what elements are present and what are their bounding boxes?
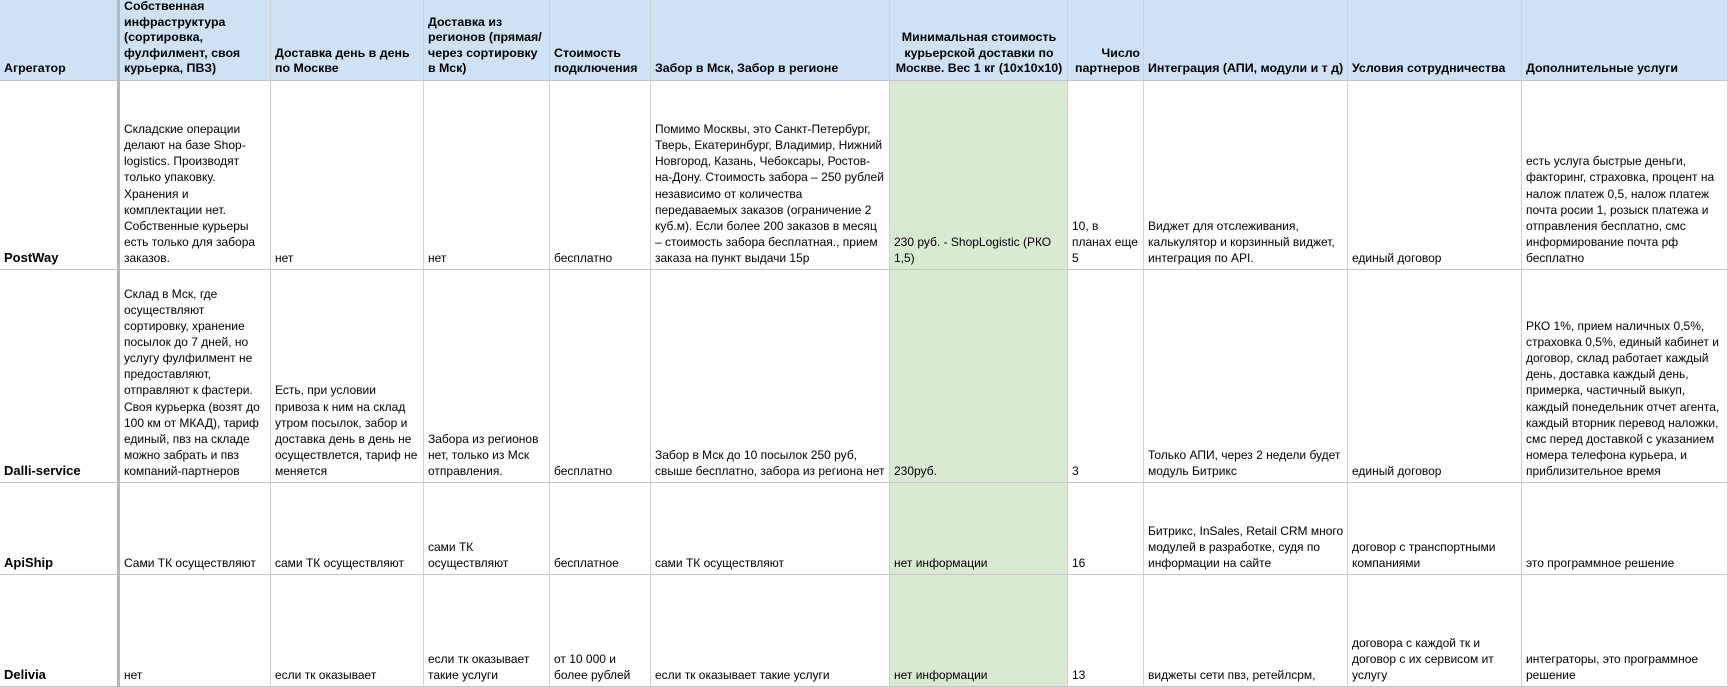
terms-cell[interactable]: единый договор xyxy=(1348,270,1522,483)
header-cell-infrastructure[interactable]: Собственная инфраструктура (сортировка, фулфилмент, своя курьерка, ПВЗ) xyxy=(120,0,271,81)
header-cell-connection-cost[interactable]: Стоимость подключения xyxy=(550,0,651,81)
connection-cost-cell[interactable]: бесплатно xyxy=(550,270,651,483)
extra-services-cell[interactable]: это программное решение xyxy=(1522,483,1728,575)
header-cell-extra-services[interactable]: Дополнительные услуги xyxy=(1522,0,1728,81)
aggregator-cell[interactable]: Dalli-service xyxy=(0,270,118,483)
same-day-cell[interactable]: нет xyxy=(271,81,424,270)
connection-cost-cell[interactable]: бесплатное xyxy=(550,483,651,575)
min-cost-cell[interactable]: 230 руб. - ShopLogistic (РКО 1,5) xyxy=(890,81,1068,270)
infrastructure-cell[interactable]: нет xyxy=(120,575,271,687)
infrastructure-cell[interactable]: Склад в Мск, где осуществляют сортировку, хранение посылок до 7 дней, но услугу фулфилмент не предоставляют, отправляют к фастери. Своя курьерка (возят до 100 км от МКАД), тариф единый, пвз на складе можно забрать и пвз компаний-партнеров xyxy=(120,270,271,483)
pickup-cell[interactable]: сами ТК осуществляют xyxy=(651,483,890,575)
header-cell-min-cost[interactable]: Минимальная стоимость курьерской доставки по Москве. Вес 1 кг (10х10х10) xyxy=(890,0,1068,81)
partners-cell[interactable]: 13 xyxy=(1068,575,1144,687)
pickup-cell[interactable]: Помимо Москвы, это Санкт-Петербург, Тверь, Екатеринбург, Владимир, Нижний Новгород, Казань, Чебоксары, Ростов-на-Дону. Стоимость забора – 250 рублей независимо от количества передаваемых заказов (ограничение 2 куб.м). Если более 200 заказов в месяц – стоимость забора бесплатная., прием заказа на пункт выдачи 15р xyxy=(651,81,890,270)
connection-cost-cell[interactable]: бесплатно xyxy=(550,81,651,270)
partners-cell[interactable]: 10, в планах еще 5 xyxy=(1068,81,1144,270)
header-cell-pickup[interactable]: Забор в Мск, Забор в регионе xyxy=(651,0,890,81)
aggregator-cell[interactable]: ApiShip xyxy=(0,483,118,575)
table-row xyxy=(0,270,1728,483)
header-cell-integration[interactable]: Интеграция (АПИ, модули и т д) xyxy=(1144,0,1348,81)
aggregator-cell[interactable]: Delivia xyxy=(0,575,118,687)
table-row xyxy=(0,81,1728,270)
integration-cell[interactable]: Битрикс, InSales, Retail CRM много модулей в разработке, судя по информации на сайте xyxy=(1144,483,1348,575)
min-cost-cell[interactable]: 230руб. xyxy=(890,270,1068,483)
same-day-cell[interactable]: Есть, при условии привоза к ним на склад утром посылок, забор и доставка день в день не осуществлется, тариф не меняется xyxy=(271,270,424,483)
infrastructure-cell[interactable]: Складские операции делают на базе Shop-logistics. Производят только упаковку. Хранения и комплектации нет. Собственные курьеры есть только для забора заказов. xyxy=(120,81,271,270)
min-cost-cell[interactable]: нет информации xyxy=(890,483,1068,575)
integration-cell[interactable]: Виджет для отслеживания, калькулятор и корзинный виджет, интеграция по API. xyxy=(1144,81,1348,270)
table-row xyxy=(0,575,1728,687)
terms-cell[interactable]: единый договор xyxy=(1348,81,1522,270)
header-cell-regions[interactable]: Доставка из регионов (прямая/через сортировку в Мск) xyxy=(424,0,550,81)
table-row xyxy=(0,483,1728,575)
partners-cell[interactable]: 16 xyxy=(1068,483,1144,575)
header-row xyxy=(0,0,1728,81)
same-day-cell[interactable]: если тк оказывает xyxy=(271,575,424,687)
regions-cell[interactable]: сами ТК осуществляют xyxy=(424,483,550,575)
infrastructure-cell[interactable]: Сами ТК осуществляют xyxy=(120,483,271,575)
partners-cell[interactable]: 3 xyxy=(1068,270,1144,483)
regions-cell[interactable]: Забора из регионов нет, только из Мск отправления. xyxy=(424,270,550,483)
pickup-cell[interactable]: Забор в Мск до 10 посылок 250 руб, свыше бесплатно, забора из региона нет xyxy=(651,270,890,483)
extra-services-cell[interactable]: РКО 1%, прием наличных 0,5%, страховка 0,5%, единый кабинет и договор, склад работает каждый день, доставка каждый день, примерка, частичный выкуп, каждый понедельник отчет агента, каждый вторник перевод наложки, смс перед доставкой с указанием номера телефона курьера, и приблизительное время xyxy=(1522,270,1728,483)
terms-cell[interactable]: договора с каждой тк и договор с их сервисом ит услугу xyxy=(1348,575,1522,687)
same-day-cell[interactable]: сами ТК осуществляют xyxy=(271,483,424,575)
integration-cell[interactable]: Только АПИ, через 2 недели будет модуль Битрикс xyxy=(1144,270,1348,483)
integration-cell[interactable]: виджеты сети пвз, ретейлсрм, xyxy=(1144,575,1348,687)
extra-services-cell[interactable]: есть услуга быстрые деньги, факторинг, страховка, процент на налож платеж 0,5, налож платеж почта росии 1, розыск платежа и отправления бесплатно, смс информирование почта рф бесплатно xyxy=(1522,81,1728,270)
pickup-cell[interactable]: если тк оказывает такие услуги xyxy=(651,575,890,687)
regions-cell[interactable]: нет xyxy=(424,81,550,270)
regions-cell[interactable]: если тк оказывает такие услуги xyxy=(424,575,550,687)
header-cell-same-day[interactable]: Доставка день в день по Москве xyxy=(271,0,424,81)
min-cost-cell[interactable]: нет информации xyxy=(890,575,1068,687)
header-cell-aggregator[interactable]: Агрегатор xyxy=(0,0,118,81)
extra-services-cell[interactable]: интеграторы, это программное решение xyxy=(1522,575,1728,687)
terms-cell[interactable]: договор с транспортными компаниями xyxy=(1348,483,1522,575)
header-cell-terms[interactable]: Условия сотрудничества xyxy=(1348,0,1522,81)
aggregator-cell[interactable]: PostWay xyxy=(0,81,118,270)
connection-cost-cell[interactable]: от 10 000 и более рублей xyxy=(550,575,651,687)
frozen-column-divider[interactable] xyxy=(117,0,120,687)
header-cell-partners[interactable]: Число партнеров xyxy=(1068,0,1144,81)
